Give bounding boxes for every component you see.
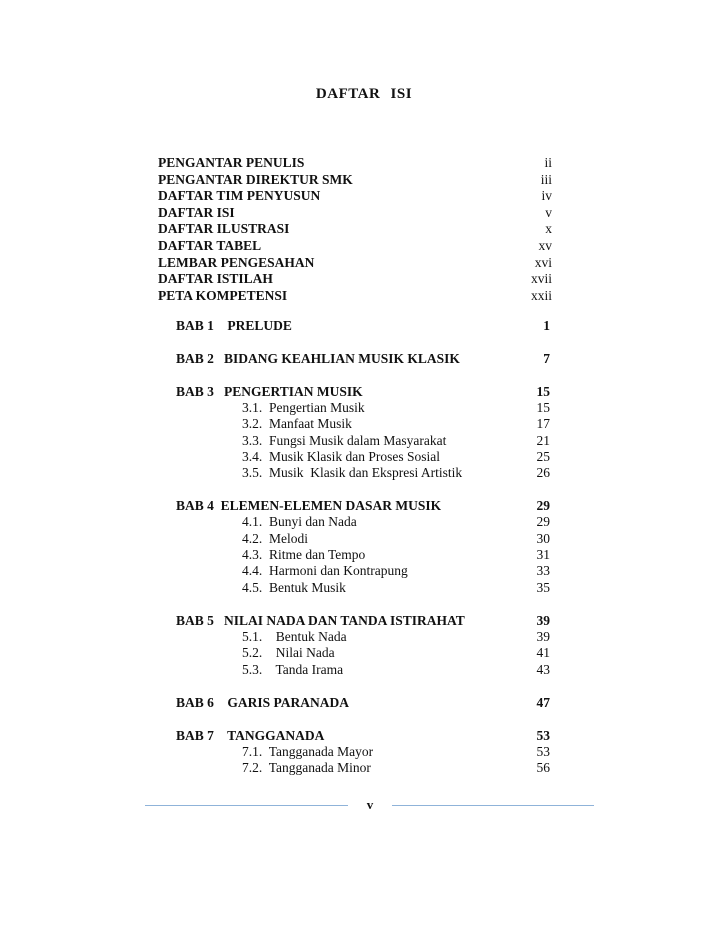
section-entry[interactable] [176,465,550,481]
toc-entry-page: xvi [534,254,552,270]
chapter-entry[interactable] [176,383,550,400]
toc-entry-label: DAFTAR TABEL [158,237,262,253]
chapter-block [176,727,550,777]
toc-entry-page: iii [540,171,552,187]
chapter-label: BAB 7 TANGGANADA [176,727,325,743]
toc-entry-page: v [545,204,552,220]
section-label: 3.3. Fungsi Musik dalam Masyarakat [242,432,447,448]
section-page: 21 [536,432,550,448]
section-entry[interactable] [176,645,550,661]
chapter-label: BAB 4 ELEMEN-ELEMEN DASAR MUSIK [176,498,442,514]
section-page: 53 [536,743,550,759]
toc-entry-page: xv [538,237,552,253]
section-label: 3.4. Musik Klasik dan Proses Sosial [242,448,441,464]
chapter-label: BAB 1 PRELUDE [176,318,292,333]
section-page: 29 [536,514,550,530]
chapter-page: 53 [536,727,550,743]
section-entry[interactable] [176,760,550,776]
section-entry[interactable] [176,662,550,678]
chapter-block [176,612,550,678]
chapter-label: BAB 6 GARIS PARANADA [176,694,350,710]
section-label: 4.2. Melodi [242,530,308,546]
toc-entry-label: DAFTAR TIM PENYUSUN [158,188,321,204]
toc-entry[interactable] [158,238,552,255]
chapter-entry[interactable] [176,694,550,711]
page-title: DAFTAR ISI [315,86,413,102]
section-entry[interactable] [176,531,550,547]
chapter-entry[interactable] [176,727,550,744]
section-label: 5.3. Tanda Irama [242,661,344,677]
section-entry[interactable] [176,629,550,645]
chapter-block [176,350,550,367]
section-label: 3.1. Pengertian Musik [242,400,365,415]
toc-entry-page: xvii [530,271,552,287]
page-number: v [366,797,374,812]
chapter-entry[interactable] [176,497,550,514]
section-page: 39 [536,628,550,644]
section-label: 4.1. Bunyi dan Nada [242,514,357,530]
chapter-page: 29 [536,498,550,514]
section-label: 5.1. Bentuk Nada [242,628,347,644]
section-page: 33 [536,563,550,579]
section-page: 17 [536,416,550,432]
toc-entry-page: x [545,221,552,237]
section-label: 7.2. Tangganada Minor [242,760,371,776]
footer-divider-right [392,805,594,806]
chapter-block [176,317,550,334]
section-page: 26 [536,465,550,481]
toc-entry[interactable] [158,271,552,288]
section-entry[interactable] [176,744,550,760]
chapter-label: BAB 3 PENGERTIAN MUSIK [176,384,363,399]
toc-entry-label: LEMBAR PENGESAHAN [158,254,315,270]
section-entry[interactable] [176,547,550,563]
section-entry[interactable] [176,514,550,530]
chapter-page: 1 [543,318,550,333]
chapter-label: BAB 5 NILAI NADA DAN TANDA ISTIRAHAT [176,612,465,628]
toc-entry-page: xxii [530,287,552,303]
chapter-page: 7 [543,351,550,366]
toc-entry[interactable] [158,172,552,189]
section-page: 41 [536,645,550,661]
toc-entry[interactable] [158,288,552,305]
toc-entry[interactable] [158,188,552,205]
chapter-page: 15 [536,384,550,399]
section-page: 30 [536,530,550,546]
section-label: 5.2. Nilai Nada [242,645,335,661]
chapter-page: 39 [536,612,550,628]
toc-entry-page: ii [544,155,552,170]
toc-entry[interactable] [158,155,552,172]
section-page: 25 [536,448,550,464]
section-page: 43 [536,661,550,677]
chapter-entry[interactable] [176,350,550,367]
section-label: 7.1. Tangganada Mayor [242,743,374,759]
section-entry[interactable] [176,449,550,465]
section-entry[interactable] [176,580,550,596]
toc-entry-label: DAFTAR ISTILAH [158,271,273,287]
front-matter-list [158,155,552,304]
chapter-entry[interactable] [176,612,550,629]
toc-entry-label: PENGANTAR DIREKTUR SMK [158,171,353,187]
footer-divider-left [145,805,348,806]
section-entry[interactable] [176,563,550,579]
section-label: 3.2. Manfaat Musik [242,416,352,432]
toc-entry-label: DAFTAR ISI [158,204,235,220]
section-page: 31 [536,547,550,563]
section-page: 15 [536,400,550,415]
toc-entry[interactable] [158,221,552,238]
section-entry[interactable] [176,400,550,416]
toc-entry[interactable] [158,205,552,222]
toc-entry-label: PENGANTAR PENULIS [158,155,305,170]
chapter-block [176,383,550,481]
chapter-entry[interactable] [176,317,550,334]
section-page: 35 [536,579,550,595]
chapter-label: BAB 2 BIDANG KEAHLIAN MUSIK KLASIK [176,351,460,366]
toc-entry[interactable] [158,255,552,272]
chapter-block [176,497,550,595]
section-entry[interactable] [176,433,550,449]
section-label: 3.5. Musik Klasik dan Ekspresi Artistik [242,465,463,481]
chapter-block [176,694,550,711]
toc-entry-page: iv [541,188,552,204]
section-label: 4.3. Ritme dan Tempo [242,547,366,563]
chapter-page: 47 [536,694,550,710]
section-page: 56 [536,760,550,776]
section-label: 4.4. Harmoni dan Kontrapung [242,563,408,579]
chapter-list [176,317,550,792]
toc-entry-label: PETA KOMPETENSI [158,287,288,303]
toc-entry-label: DAFTAR ILUSTRASI [158,221,290,237]
section-entry[interactable] [176,416,550,432]
section-label: 4.5. Bentuk Musik [242,579,346,595]
